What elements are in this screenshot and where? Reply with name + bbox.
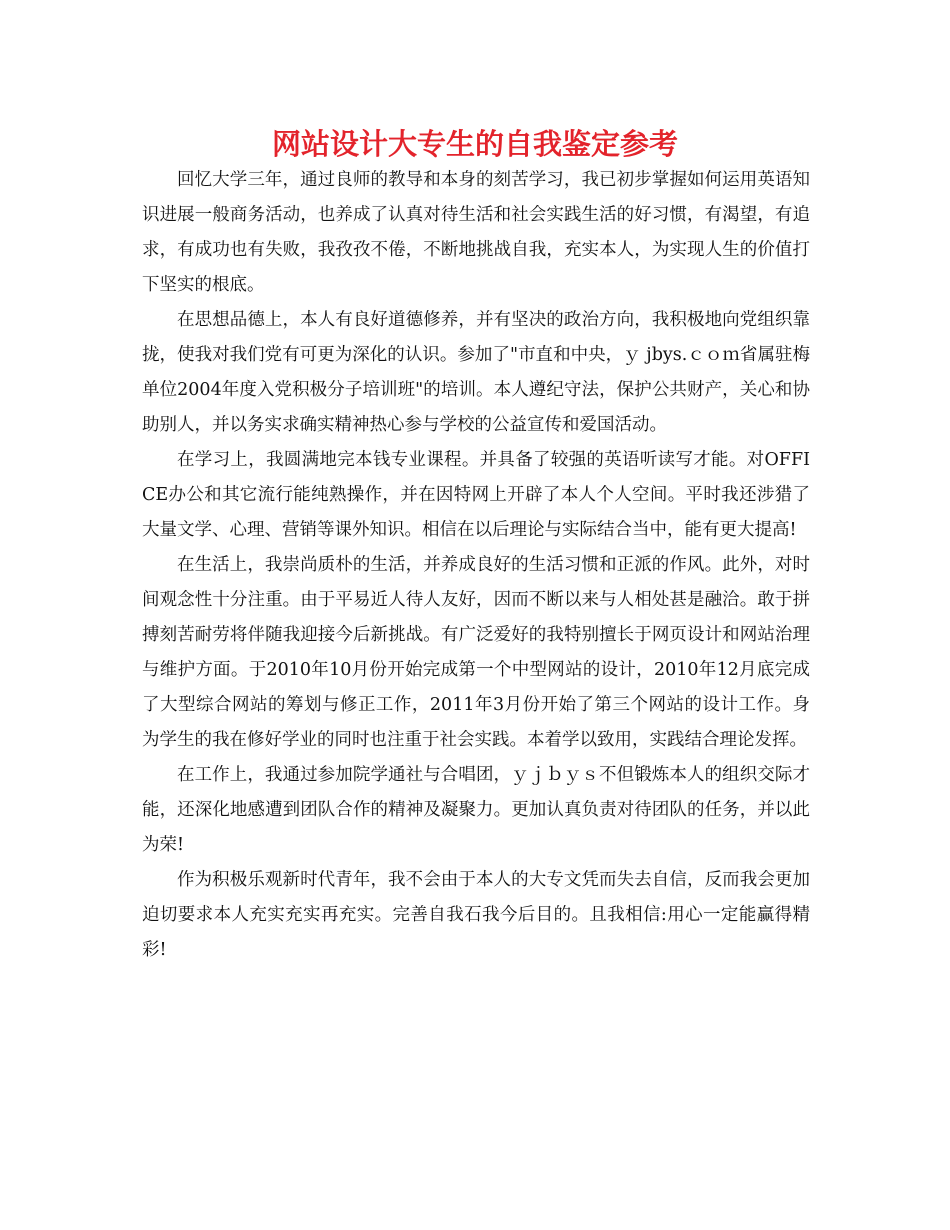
document-body	[142, 163, 810, 968]
paragraph-ideology: 在思想品德上，本人有良好道德修养，并有坚决的政治方向，我积极地向党组织靠拢，使我对我们党有可更为深化的认识。参加了"市直和中央，ｙ jbys.ｃｏｍ省属驻梅单位2004年度入党积极分子培训班"的培训。本人遵纪守法，保护公共财产，关心和协助别人，并以务实求确实精神热心参与学校的公益宣传和爱国活动。	[142, 310, 810, 435]
paragraph-review: 回忆大学三年，通过良师的教导和本身的刻苦学习，我已初步掌握如何运用英语知识进展一般商务活动，也养成了认真对待生活和社会实践生活的好习惯，有渴望，有追求，有成功也有失败，我孜孜不倦，不断地挑战自我，充实本人，为实现人生的价值打下坚实的根底。	[142, 170, 810, 295]
document-title: 网站设计大专生的自我鉴定参考	[271, 127, 678, 161]
paragraph-life: 在生活上，我崇尚质朴的生活，并养成良好的生活习惯和正派的作风。此外，对时间观念性十分注重。由于平易近人待人友好，因而不断以来与人相处甚是融洽。敢于拼搏刻苦耐劳将伴随我迎接今后新挑战。有广泛爱好的我特别擅长于网页设计和网站治理与维护方面。于2010年10月份开始完成第一个中型网站的设计，2010年12月底完成了大型综合网站的筹划与修正工作，2011年3月份开始了第三个网站的设计工作。身为学生的我在修好学业的同时也注重于社会实践。本着学以致用，实践结合理论发挥。	[142, 555, 810, 750]
paragraph-work: 在工作上，我通过参加院学通社与合唱团，ｙｊｂｙｓ不但锻炼本人的组织交际才能，还深化地感遭到团队合作的精神及凝聚力。更加认真负责对待团队的任务，并以此为荣!	[142, 765, 810, 855]
paragraph-conclusion: 作为积极乐观新时代青年，我不会由于本人的大专文凭而失去自信，反而我会更加迫切要求本人充实充实再充实。完善自我石我今后目的。且我相信:用心一定能赢得精彩!	[142, 870, 810, 960]
paragraph-study: 在学习上，我圆满地完本钱专业课程。并具备了较强的英语听读写才能。对OFFICE办公和其它流行能纯熟操作，并在因特网上开辟了本人个人空间。平时我还涉猎了大量文学、心理、营销等课外知识。相信在以后理论与实际结合当中，能有更大提高!	[142, 450, 810, 540]
